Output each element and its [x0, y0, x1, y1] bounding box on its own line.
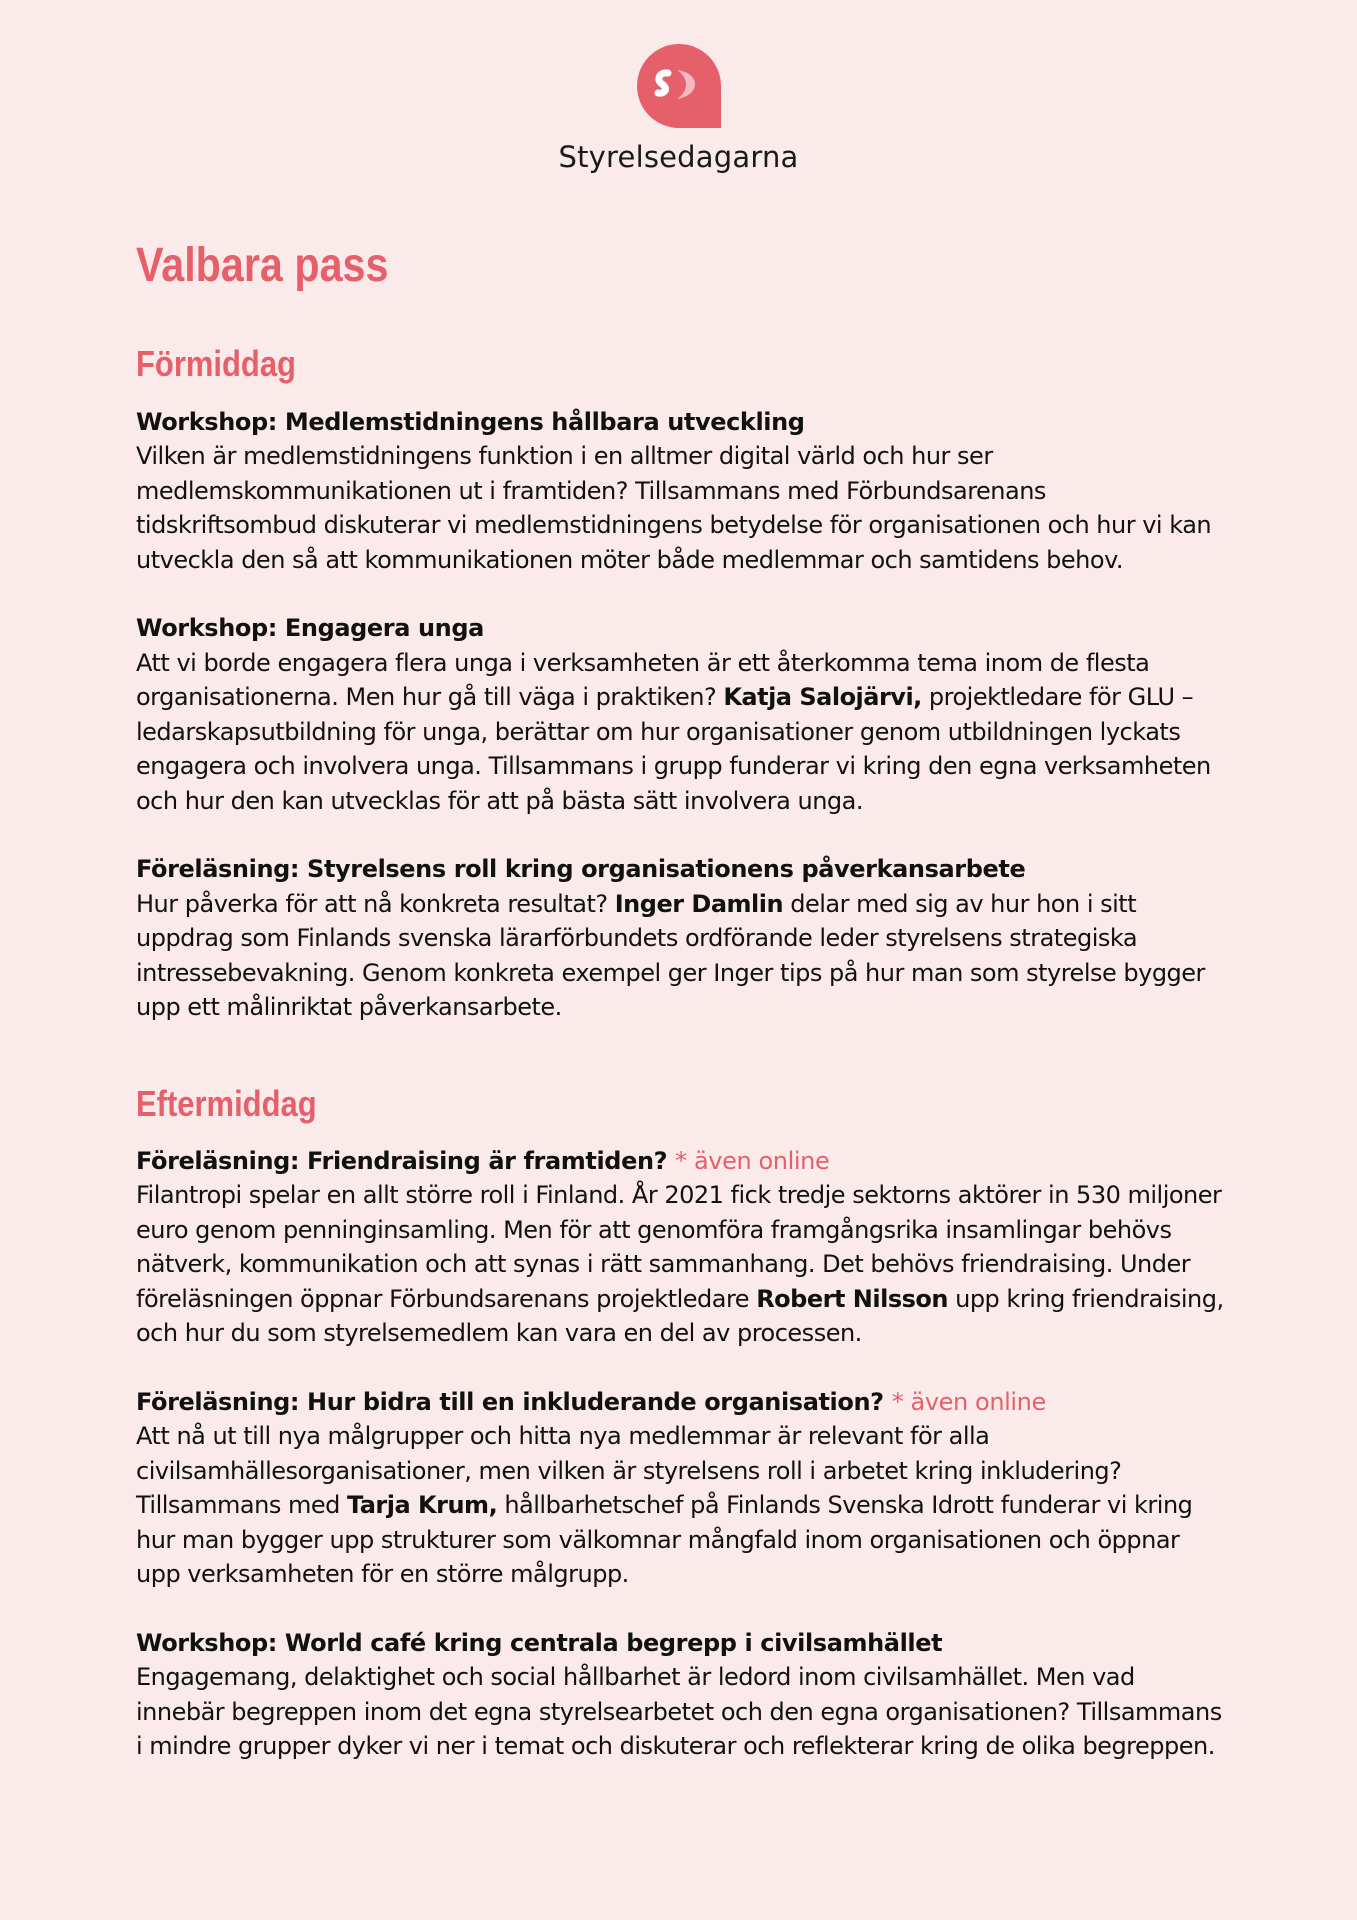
session-block	[136, 611, 1226, 818]
description-text: projektledare för GLU – ledarskapsutbildning för unga, berättar om hur organisationer genom utbildningen lyckats engagera och involvera unga. Tillsammans i grupp funderar vi kring den egna verksamheten och hur den kan utvecklas för att på bästa sätt involvera unga.	[136, 683, 1211, 815]
speaker-name: Katja Salojärvi,	[723, 683, 922, 712]
session-description: Vilken är medlemstidningens funktion i en alltmer digital värld och hur ser medlemskommunikationen ut i framtiden? Tillsammans med Förbundsarenans tidskriftsombud diskuterar vi medlemstidningens betydelse för organisationen och hur vi kan utveckla den så att kommunikationen möter både medlemmar och samtidens behov.	[136, 442, 1212, 574]
session-title: Föreläsning: Hur bidra till en inkluderande organisation?	[136, 1387, 884, 1416]
session-description	[136, 1178, 1226, 1351]
session-description	[136, 1419, 1226, 1592]
brand-name: Styrelsedagarna	[558, 140, 799, 174]
section-heading-morning: Förmiddag	[136, 343, 296, 385]
description-text: Att vi borde engagera flera unga i verksamheten är ett återkomma tema inom de flesta organisationerna. Men hur gå till väga i praktiken?	[136, 648, 1150, 712]
speaker-name: Robert Nilsson	[756, 1284, 948, 1313]
speech-bubble-logo-icon	[635, 42, 723, 130]
description-text: delar med sig av hur hon i sitt uppdrag som Finlands svenska lärarförbundets ordförande leder styrelsens strategiska intressebevakning. Genom konkreta exempel ger Inger tips på hur man som styrelse bygger upp ett målinriktat påverkansarbete.	[136, 889, 1205, 1022]
section-heading-afternoon: Eftermiddag	[136, 1082, 317, 1124]
description-text: upp kring friendraising, och hur du som styrelsemedlem kan vara en del av processen.	[136, 1284, 1224, 1348]
description-text: Hur påverka för att nå konkreta resultat?	[136, 889, 615, 918]
session-title: Workshop: Engagera unga	[136, 614, 484, 643]
session-block	[136, 405, 1226, 578]
page-title: Valbara pass	[136, 239, 389, 292]
description-text: hållbarhetschef på Finlands Svenska Idrott funderar vi kring hur man bygger upp strukturer som välkomnar mångfald inom organisationen och öppnar upp verksamheten för en större målgrupp.	[136, 1491, 1193, 1589]
session-title: Föreläsning: Styrelsens roll kring organisationens påverkansarbete	[136, 855, 1026, 884]
session-title: Workshop: World café kring centrala begrepp i civilsamhället	[136, 1628, 943, 1657]
session-block	[136, 1144, 1226, 1351]
description-text: Filantropi spelar en allt större roll i Finland. År 2021 fick tredje sektorns aktörer in 530 miljoner euro genom penninginsamling. Men för att genomföra framgångsrika insamlingar behövs nätverk, kommunikation och att synas i rätt sammanhang. Det behövs friendraising. Under föreläsningen öppnar Förbundsarenans projektledare	[136, 1181, 1222, 1313]
session-description	[136, 646, 1226, 819]
speaker-name: Tarja Krum,	[346, 1491, 498, 1520]
session-title-row	[136, 1385, 1226, 1420]
session-block	[136, 1385, 1226, 1592]
online-badge: * även online	[891, 1387, 1046, 1416]
online-badge: * även online	[675, 1146, 830, 1175]
session-title-row	[136, 1144, 1226, 1179]
session-block	[136, 1626, 1226, 1764]
description-text: Att nå ut till nya målgrupper och hitta nya medlemmar är relevant för alla civilsamhällesorganisationer, men vilken är styrelsens roll i arbetet kring inkludering? Tillsammans med	[136, 1422, 1122, 1520]
session-title: Workshop: Medlemstidningens hållbara utveckling	[136, 407, 805, 436]
brand-logo	[0, 42, 1357, 174]
session-description	[136, 887, 1226, 1025]
session-description: Engagemang, delaktighet och social hållbarhet är ledord inom civilsamhället. Men vad innebär begreppen inom det egna styrelsearbetet och den egna organisationen? Tillsammans i mindre grupper dyker vi ner i temat och diskuterar och reflekterar kring de olika begreppen.	[136, 1663, 1222, 1761]
speaker-name: Inger Damlin	[614, 889, 784, 918]
session-title: Föreläsning: Friendraising är framtiden?	[136, 1146, 668, 1175]
main-content	[136, 238, 1226, 1764]
session-block	[136, 852, 1226, 1025]
